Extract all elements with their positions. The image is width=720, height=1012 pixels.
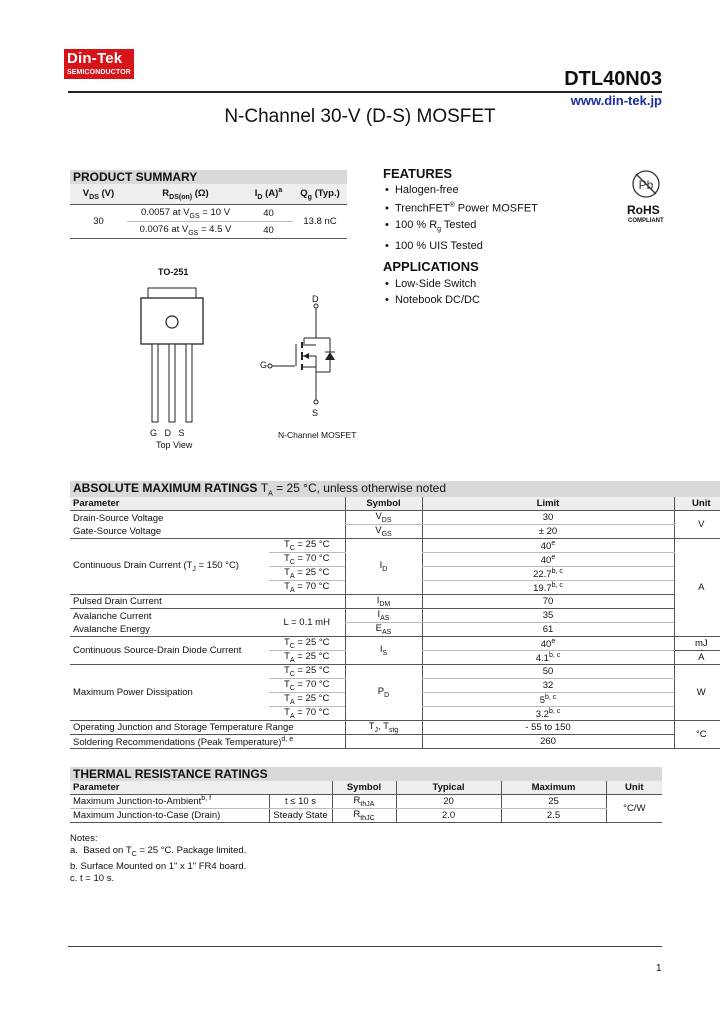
limit-is-1: 40e [422, 637, 674, 651]
page-title: N-Channel 30-V (D-S) MOSFET [224, 106, 496, 127]
limit-id-2: 40e [422, 553, 674, 567]
unit-v: V [674, 511, 720, 539]
col-vds: $V_{DS}$ (V) [70, 184, 127, 205]
package-pin-labels: G D S [150, 428, 185, 438]
note-b: b. Surface Mounted on 1" x 1" FR4 board. [70, 860, 247, 872]
features-list [385, 182, 605, 254]
notes-block [70, 833, 246, 885]
cond-id-4: $T_A = 70$ °C [269, 581, 345, 595]
thermal-max-ambient: 25 [501, 795, 606, 809]
abs-max-heading: ABSOLUTE MAXIMUM RATINGS $T_A = 25$ °C, unless otherwise noted [70, 481, 720, 497]
thermal-param-ambient: Maximum Junction-to-Ambient$^{b, f}$ [70, 795, 269, 809]
param-idm: Pulsed Drain Current [70, 595, 269, 609]
thermal-col-symbol: Symbol [332, 781, 396, 795]
applications-heading: APPLICATIONS [383, 259, 479, 274]
limit-id-4: 19.7$^{b, c}$ [422, 581, 674, 595]
limit-pd-4: 3.2$^{b, c}$ [422, 707, 674, 721]
limit-eas: 61 [422, 623, 674, 637]
col-parameter: Parameter [70, 497, 345, 511]
param-ias: Avalanche Current [73, 610, 152, 622]
cond-id-3: $T_A = 25$ °C [269, 567, 345, 581]
thermal-typ-case: 2.0 [396, 809, 501, 823]
limit-pd-2: 32 [422, 679, 674, 693]
features-heading: FEATURES [383, 166, 453, 181]
limit-ias: 35 [422, 609, 674, 623]
package-name: TO-251 [158, 267, 189, 277]
website-link[interactable]: www.din-tek.jp [570, 93, 662, 108]
limit-pd-1: 50 [422, 665, 674, 679]
thermal-col-unit: Unit [606, 781, 662, 795]
footer-divider [68, 946, 662, 947]
thermal-symbol-ambient: $R_{thJA}$ [332, 795, 396, 809]
to251-package-drawing [140, 280, 206, 430]
logo-text: Din-Tek [67, 50, 123, 67]
absolute-maximum-ratings-table [70, 481, 720, 749]
rds-value-10v: 0.0057 at $V_{GS} = 10$ V [127, 205, 244, 222]
param-vds: Drain-Source Voltage [73, 512, 164, 524]
thermal-resistance-table [70, 767, 662, 823]
limit-soldering: 260 [422, 735, 674, 749]
thermal-cond-case: Steady State [269, 809, 332, 823]
rohs-compliant-label: COMPLIANT [628, 218, 664, 224]
rohs-label: RoHS [627, 203, 660, 217]
param-vgs: Gate-Source Voltage [70, 525, 345, 539]
symbol-vds: $V_{DS}$ [345, 511, 422, 525]
symbol-source-label: S [312, 408, 319, 418]
vds-value: 30 [70, 205, 127, 239]
limit-id-1: 40e [422, 539, 674, 553]
limit-vds: 30 [422, 511, 674, 525]
note-a: a. Based on $T_C = 25$ °C. Package limited. [70, 845, 247, 858]
unit-mj: mJ [674, 637, 720, 651]
page-number: 1 [656, 963, 662, 974]
symbol-drain-label: D [312, 294, 319, 304]
symbol-gate-label: G [260, 360, 268, 370]
cond-id-2: $T_C = 70$ °C [269, 553, 345, 567]
logo-subtext: SEMICONDUCTOR [67, 69, 131, 76]
symbol-ias: $I_{AS}$ [345, 609, 422, 623]
unit-w: W [674, 665, 720, 721]
limit-pd-3: 5$^{b, c}$ [422, 693, 674, 707]
thermal-max-case: 2.5 [501, 809, 606, 823]
cond-pd-4: $T_A = 70$ °C [269, 707, 345, 721]
cond-pd-2: $T_C = 70$ °C [269, 679, 345, 693]
applications-list [385, 276, 605, 308]
feature-item: • 100 % $R_g$ Tested [385, 218, 477, 233]
pb-free-icon [630, 168, 662, 202]
col-unit: Unit [674, 497, 720, 511]
notes-heading: Notes: [70, 833, 98, 844]
symbol-tj: $T_J$, $T_{stg}$ [345, 721, 422, 735]
note-c: c. t = 10 s. [70, 872, 115, 884]
id-value-2: 40 [244, 222, 293, 239]
param-pd: Maximum Power Dissipation [70, 665, 269, 721]
qg-value: 13.8 nC [293, 205, 347, 239]
product-summary-table [70, 170, 347, 239]
unit-c: °C [674, 721, 720, 749]
param-tj: Operating Junction and Storage Temperature Range [70, 721, 345, 735]
param-soldering: Soldering Recommendations (Peak Temperature)$^{d, e}$ [70, 735, 345, 749]
limit-is-2: 4.1$^{b, c}$ [422, 651, 674, 665]
svg-text:Pb: Pb [638, 178, 654, 192]
limit-id-3: 22.7$^{b, c}$ [422, 567, 674, 581]
col-limit: Limit [422, 497, 674, 511]
feature-item: • 100 % UIS Tested [385, 239, 483, 252]
cond-id-1: $T_C = 25$ °C [269, 539, 345, 553]
product-summary-heading: PRODUCT SUMMARY [70, 170, 347, 184]
mosfet-symbol [262, 300, 342, 408]
thermal-unit: °C/W [606, 795, 662, 823]
symbol-id: $I_D$ [345, 539, 422, 595]
limit-tj: - 55 to 150 [422, 721, 674, 735]
cond-is-1: $T_C = 25$ °C [269, 637, 345, 651]
cond-pd-3: $T_A = 25$ °C [269, 693, 345, 707]
param-eas: Avalanche Energy [70, 623, 269, 637]
thermal-heading: THERMAL RESISTANCE RATINGS [70, 767, 662, 781]
col-id: $I_D$ $(A)^a$ [244, 184, 293, 205]
application-item: • Low-Side Switch [385, 278, 477, 290]
feature-item: • Halogen-free [385, 184, 459, 196]
thermal-cond-ambient: t ≤ 10 s [269, 795, 332, 809]
unit-is: A [674, 651, 720, 665]
cond-inductance: L = 0.1 mH [269, 609, 345, 637]
symbol-pd: $P_D$ [345, 665, 422, 721]
unit-a: A [674, 539, 720, 637]
thermal-col-typical: Typical [396, 781, 501, 795]
rds-value-4v5: 0.0076 at $V_{GS} = 4.5$ V [127, 222, 244, 239]
id-value-1: 40 [244, 205, 293, 222]
part-number: DTL40N03 [564, 68, 662, 90]
symbol-caption: N-Channel MOSFET [278, 430, 357, 440]
thermal-col-parameter: Parameter [70, 781, 332, 795]
param-is: Continuous Source-Drain Diode Current [70, 637, 269, 665]
company-logo [64, 49, 134, 79]
thermal-col-maximum: Maximum [501, 781, 606, 795]
col-qg: $Q_g$ (Typ.) [293, 184, 347, 205]
feature-item: • TrenchFET® Power MOSFET [385, 202, 538, 215]
limit-idm: 70 [422, 595, 674, 609]
cond-is-2: $T_A = 25$ °C [269, 651, 345, 665]
thermal-typ-ambient: 20 [396, 795, 501, 809]
col-rds: $R_{DS(on)}$ (Ω) [127, 184, 244, 205]
package-view-label: Top View [156, 440, 193, 450]
param-id: Continuous Drain Current ($T_J = 150$ °C) [70, 539, 269, 595]
application-item: • Notebook DC/DC [385, 294, 480, 306]
symbol-vgs: $V_{GS}$ [345, 525, 422, 539]
limit-vgs: ± 20 [422, 525, 674, 539]
col-symbol: Symbol [345, 497, 422, 511]
thermal-param-case: Maximum Junction-to-Case (Drain) [70, 809, 269, 823]
cond-pd-1: $T_C = 25$ °C [269, 665, 345, 679]
header-divider [68, 91, 662, 93]
symbol-is: $I_S$ [345, 637, 422, 665]
thermal-symbol-case: $R_{thJC}$ [332, 809, 396, 823]
symbol-eas: $E_{AS}$ [345, 623, 422, 637]
symbol-idm: $I_{DM}$ [345, 595, 422, 609]
